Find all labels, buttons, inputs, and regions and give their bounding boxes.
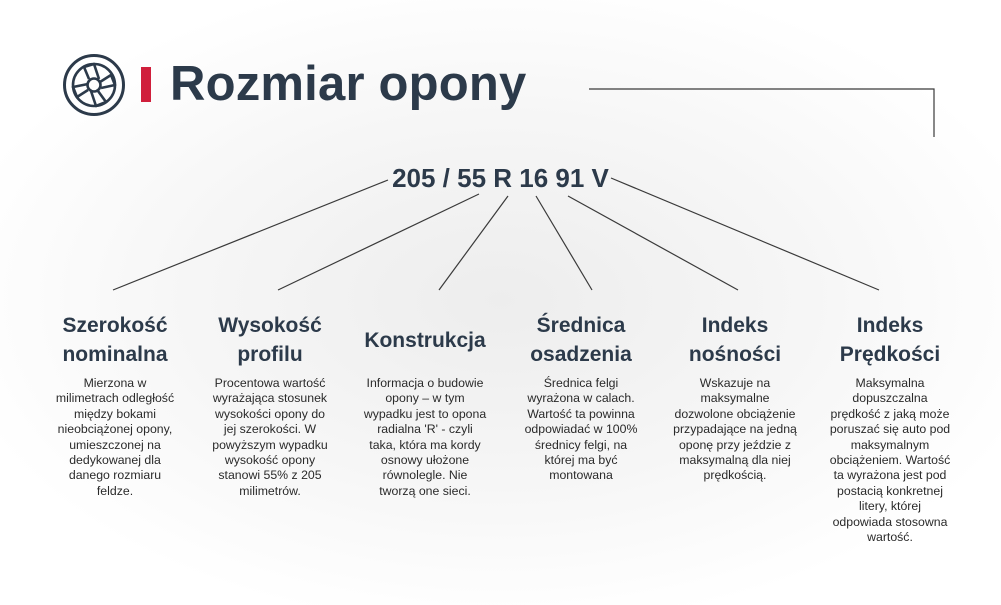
section-srednica <box>501 310 661 484</box>
section-title-line: profilu <box>237 343 303 366</box>
page-title: Rozmiar opony <box>170 57 527 111</box>
section-title <box>810 310 970 370</box>
section-konstrukcja <box>345 310 505 499</box>
section-title-line: osadzenia <box>530 343 632 366</box>
connector-srednica <box>536 196 592 290</box>
section-title-line: Prędkości <box>839 343 941 366</box>
section-title-line: nośności <box>688 343 782 366</box>
section-title <box>35 310 195 370</box>
section-description: Informacja o budowie opony – w tym wypadku jest to opona radialna 'R' - czyli taka, która ma kordy osnowy ułożone równolegle. Nie tworzą one sieci. <box>363 376 487 498</box>
section-nosnosc <box>655 310 815 484</box>
section-title-line: nominalna <box>62 343 168 366</box>
section-title-line: Konstrukcja <box>364 328 486 352</box>
section-title <box>501 310 661 370</box>
section-description: Procentowa wartość wyrażająca stosunek wysokości opony do jej szerokości. W powyższym wypadku wysokość opony stanowi 55% z 205 milimetrów. <box>212 376 328 498</box>
section-title-line: Szerokość <box>62 314 168 337</box>
section-description: Maksymalna dopuszczalna prędkość z jaką może poruszać się auto pod maksymalnym obciążeniem. Wartość ta wyrażona jest pod postacią konkretnej litery, której odpowiada stosowna wartość. <box>829 376 951 545</box>
connector-konstrukcja <box>439 196 508 290</box>
section-wysokosc <box>190 310 350 499</box>
section-description: Mierzona w milimetrach odległość między bokami nieobciążonej opony, umieszczonej na dedykowanej dla danego rozmiaru feldze. <box>55 376 175 498</box>
section-title <box>345 310 505 370</box>
section-szerokosc <box>35 310 195 499</box>
section-title <box>655 310 815 370</box>
title-bracket-line <box>589 89 934 137</box>
section-title-line: Średnica <box>536 314 626 337</box>
section-title-line: Wysokość <box>218 314 322 337</box>
section-title-line: Indeks <box>701 314 769 337</box>
section-predkosc <box>810 310 970 545</box>
section-description: Wskazuje na maksymalne dozwolone obciążenie przypadające na jedną oponę przy jeździe z maksymalną dla niej prędkością. <box>673 376 797 483</box>
tire-size-code: 205 / 55 R 16 91 V <box>392 163 609 193</box>
section-description: Średnica felgi wyrażona w calach. Wartość ta powinna odpowiadać w 100% średnicy felgi, na której ma być montowana <box>524 376 638 483</box>
connector-nosnosc <box>568 196 738 290</box>
section-title <box>190 310 350 370</box>
section-title-line: Indeks <box>856 314 924 337</box>
